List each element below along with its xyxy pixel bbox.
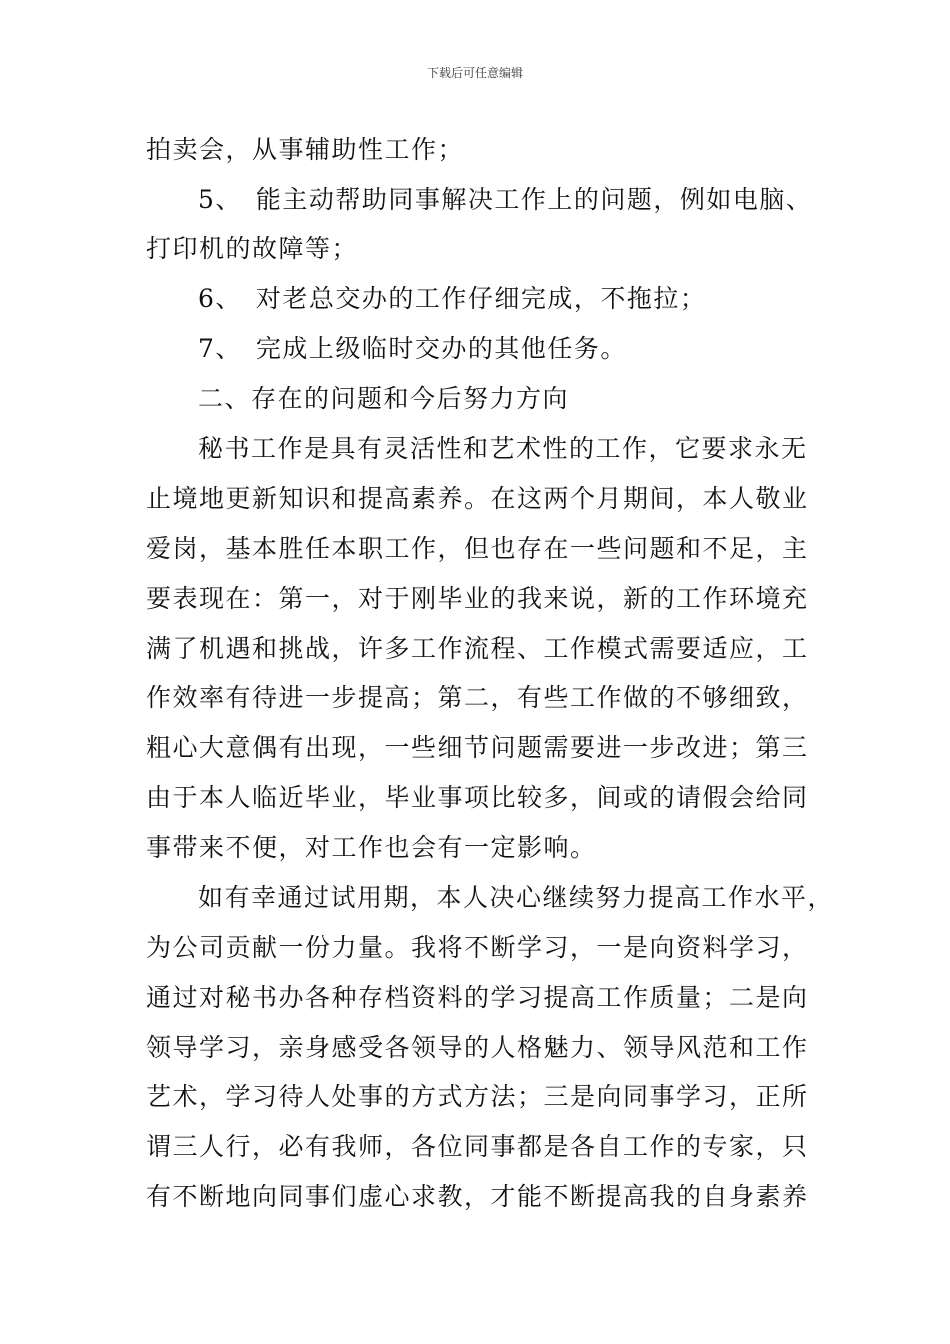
paragraph-line: 事带来不便，对工作也会有一定影响。 [146,833,597,862]
paragraph-line: 止境地更新知识和提高素养。在这两个月期间，本人敬业 [146,484,809,513]
text-line: 打印机的故障等； [146,234,359,263]
paragraph-line: 秘书工作是具有灵活性和艺术性的工作，它要求永无 [198,434,808,463]
list-item-7: 7、 完成上级临时交办的其他任务。 [198,334,627,363]
text-line: 拍卖会，从事辅助性工作； [146,135,465,164]
paragraph-line: 满了机遇和挑战，许多工作流程、工作模式需要适应，工 [146,634,809,663]
paragraph-line: 有不断地向同事们虚心求教，才能不断提高我的自身素养 [146,1182,809,1211]
section-heading: 二、存在的问题和今后努力方向 [198,384,570,413]
paragraph-line: 由于本人临近毕业，毕业事项比较多，间或的请假会给同 [146,783,809,812]
page-header: 下载后可任意编辑 [426,66,523,80]
paragraph-line: 爱岗，基本胜任本职工作，但也存在一些问题和不足，主 [146,534,809,563]
paragraph-line: 为公司贡献一份力量。我将不断学习，一是向资料学习， [146,933,809,962]
paragraph-line: 谓三人行，必有我师，各位同事都是各自工作的专家，只 [146,1132,809,1161]
paragraph-line: 要表现在：第一，对于刚毕业的我来说，新的工作环境充 [146,584,809,613]
paragraph-line: 艺术，学习待人处事的方式方法；三是向同事学习，正所 [146,1082,809,1111]
paragraph-line: 作效率有待进一步提高；第二，有些工作做的不够细致， [146,683,809,712]
paragraph-line: 粗心大意偶有出现，一些细节问题需要进一步改进；第三 [146,733,809,762]
paragraph-line: 领导学习，亲身感受各领导的人格魅力、领导风范和工作 [146,1033,809,1062]
list-item-5: 5、 能主动帮助同事解决工作上的问题，例如电脑、 [198,185,813,214]
paragraph-line: 如有幸通过试用期，本人决心继续努力提高工作水平， [198,883,835,912]
list-item-6: 6、 对老总交办的工作仔细完成，不拖拉； [198,284,707,313]
paragraph-line: 通过对秘书办各种存档资料的学习提高工作质量；二是向 [146,983,809,1012]
